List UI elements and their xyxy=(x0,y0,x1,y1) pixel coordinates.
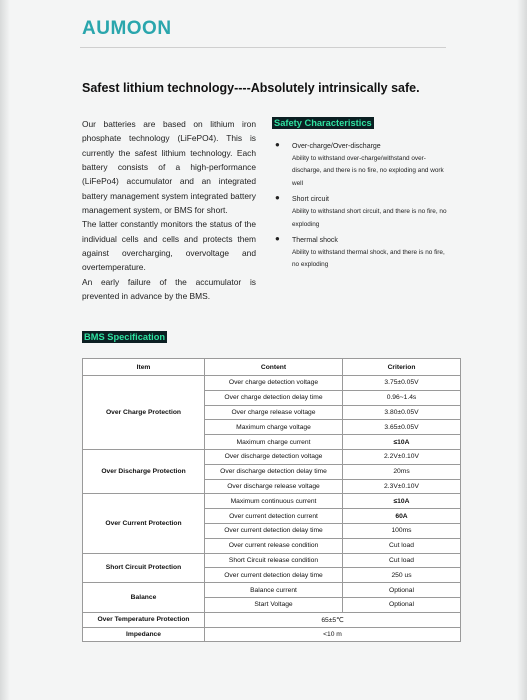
spec-criterion: 60A xyxy=(343,509,461,524)
column-header: Item xyxy=(83,359,205,376)
spec-group-name: Over Current Protection xyxy=(83,494,205,553)
spec-content: Over current release condition xyxy=(205,538,343,553)
spec-group-name: Over Temperature Protection xyxy=(83,612,205,627)
header-divider xyxy=(80,47,446,48)
spec-content: Over discharge release voltage xyxy=(205,479,343,494)
spec-value: 65±5℃ xyxy=(205,612,461,627)
spec-content: Maximum charge current xyxy=(205,435,343,450)
safety-item xyxy=(272,194,452,231)
spec-group-name: Over Discharge Protection xyxy=(83,449,205,493)
intro-paragraph: The latter constantly monitors the status of the individual cells and cells and protects them against overcharging, overvoltage and overtemperature. xyxy=(82,219,256,273)
spec-criterion: 100ms xyxy=(343,523,461,538)
spec-group-name: Impedance xyxy=(83,627,205,642)
bullet-icon: ● xyxy=(275,140,280,149)
spec-criterion: ≤10A xyxy=(343,494,461,509)
spec-content: Over discharge detection voltage xyxy=(205,449,343,464)
safety-item-title: Over-charge/Over-discharge xyxy=(292,143,381,150)
spec-content: Over current detection current xyxy=(205,509,343,524)
safety-item-desc: Ability to withstand thermal shock, and there is no fire, no exploding xyxy=(292,249,445,269)
safety-heading-label: Safety Characteristics xyxy=(274,118,372,128)
intro-paragraph: Our batteries are based on lithium iron phosphate technology (LiFePO4). This is currently the safest lithium technology. Each battery consists of a high-performance (LiFePo4) accumulator and an integrated battery management system integrated battery management system, or BMS for short. xyxy=(82,119,256,216)
safety-item-desc: Ability to withstand short circuit, and there is no fire, no exploding xyxy=(292,208,447,228)
right-edge-shadow xyxy=(517,0,527,700)
table-body xyxy=(83,376,461,642)
spec-criterion: 3.75±0.05V xyxy=(343,376,461,391)
spec-criterion: 2.3V±0.10V xyxy=(343,479,461,494)
safety-item xyxy=(272,235,452,272)
spec-criterion: Optional xyxy=(343,597,461,612)
table-header-row xyxy=(83,359,461,376)
spec-content: Maximum charge voltage xyxy=(205,420,343,435)
table-row xyxy=(83,376,461,391)
spec-criterion: 3.65±0.05V xyxy=(343,420,461,435)
spec-content: Start Voltage xyxy=(205,597,343,612)
spec-content: Over current detection delay time xyxy=(205,568,343,583)
page-headline: Safest lithium technology----Absolutely intrinsically safe. xyxy=(82,81,420,95)
spec-content: Over current detection delay time xyxy=(205,523,343,538)
bms-heading-label: BMS Specification xyxy=(84,332,166,342)
bms-heading xyxy=(82,331,167,343)
spec-criterion: 0.96~1.4s xyxy=(343,390,461,405)
spec-criterion: 2.2V±0.10V xyxy=(343,449,461,464)
spec-group-name: Over Charge Protection xyxy=(83,376,205,450)
spec-content: Short Circuit release condition xyxy=(205,553,343,568)
spec-group-name: Balance xyxy=(83,583,205,613)
spec-criterion: Cut load xyxy=(343,538,461,553)
spec-criterion: 20ms xyxy=(343,464,461,479)
intro-paragraph: An early failure of the accumulator is prevented in advance by the BMS. xyxy=(82,276,256,302)
safety-item-title: Thermal shock xyxy=(292,237,338,245)
spec-content: Over discharge detection delay time xyxy=(205,464,343,479)
brand-logo: AUMOON xyxy=(82,18,172,39)
spec-content: Over charge detection delay time xyxy=(205,390,343,405)
spec-criterion: Cut load xyxy=(343,553,461,568)
safety-item-desc: Ability to withstand over-charge/withstand over- discharge, and there is no fire, no exploding and work well xyxy=(292,155,444,187)
spec-content: Over charge release voltage xyxy=(205,405,343,420)
spec-content: Maximum continuous current xyxy=(205,494,343,509)
table-row xyxy=(83,612,461,627)
table-row xyxy=(83,583,461,598)
spec-content: Over charge detection voltage xyxy=(205,376,343,391)
spec-content: Balance current xyxy=(205,583,343,598)
spec-group-name: Short Circuit Protection xyxy=(83,553,205,583)
spec-criterion: ≤10A xyxy=(343,435,461,450)
left-edge-shadow xyxy=(0,0,10,700)
bullet-icon: ● xyxy=(275,234,280,244)
column-header: Content xyxy=(205,359,343,376)
safety-heading xyxy=(272,117,452,129)
bullet-icon: ● xyxy=(275,193,280,203)
safety-item xyxy=(272,141,452,190)
table-row xyxy=(83,627,461,642)
spec-criterion: Optional xyxy=(343,583,461,598)
spec-criterion: 250 us xyxy=(343,568,461,583)
table-row xyxy=(83,449,461,464)
table-row xyxy=(83,553,461,568)
intro-text xyxy=(82,117,256,303)
column-header: Criterion xyxy=(343,359,461,376)
table-row xyxy=(83,494,461,509)
bms-spec-table xyxy=(82,358,461,642)
spec-criterion: 3.80±0.05V xyxy=(343,405,461,420)
safety-item-title: Short circuit xyxy=(292,196,329,204)
spec-value: <10 m xyxy=(205,627,461,642)
safety-characteristics xyxy=(272,117,452,276)
